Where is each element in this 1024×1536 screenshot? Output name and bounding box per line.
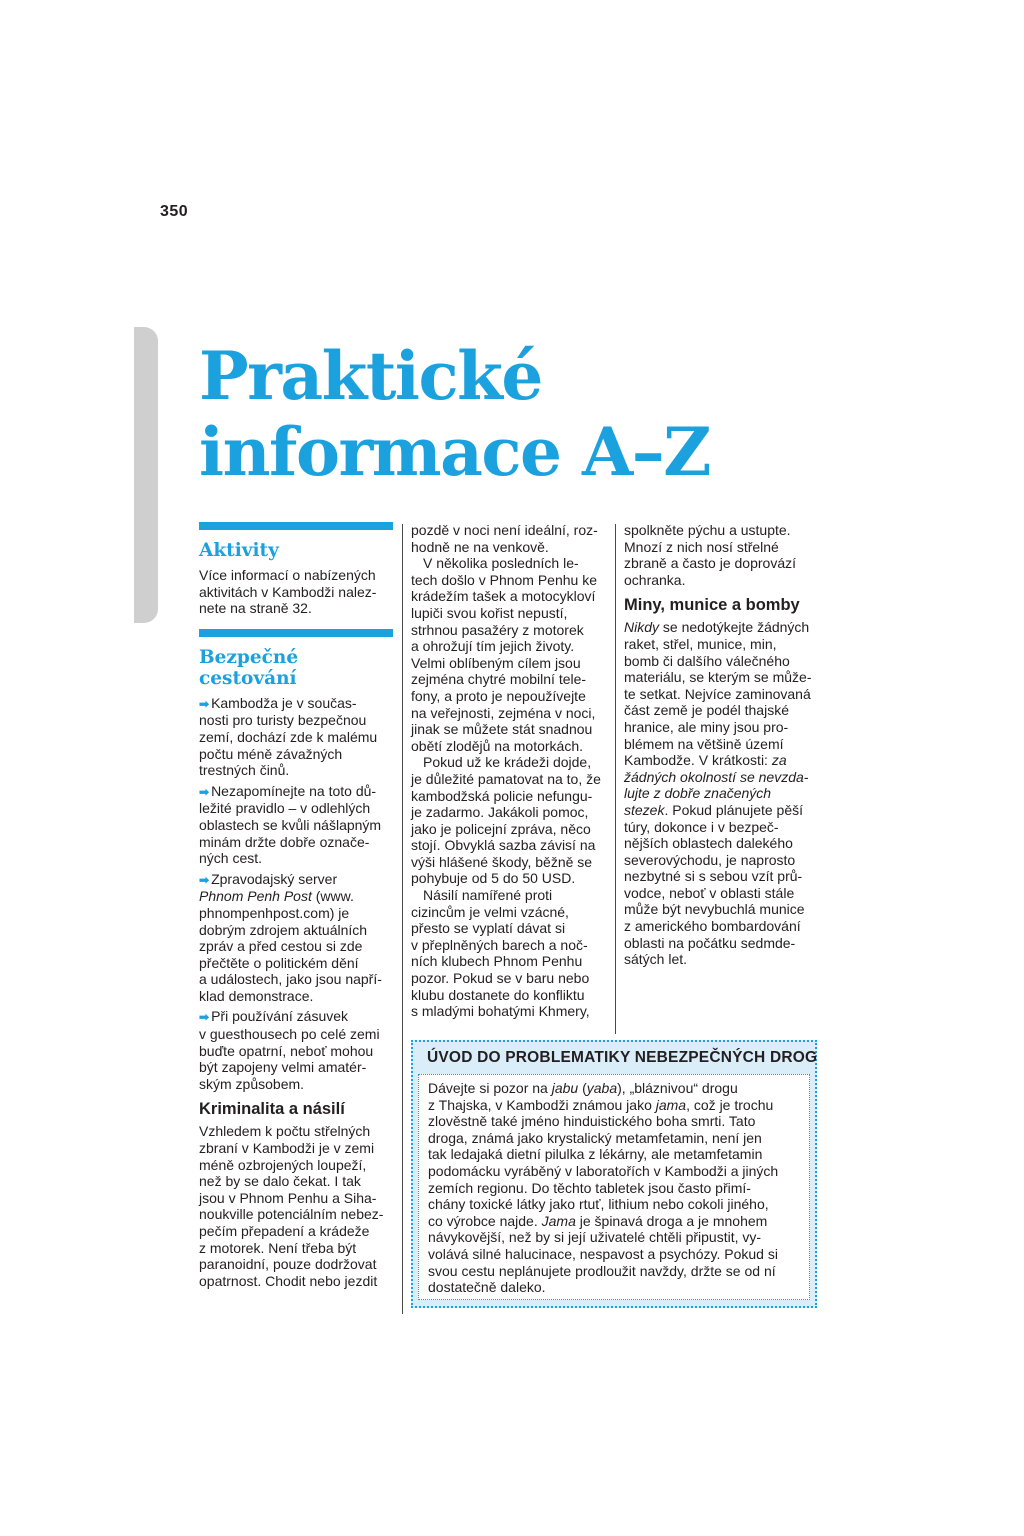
text-line: minám držte dobře označe- [199,833,370,850]
sidebar-box-title: ÚVOD DO PROBLEMATIKY NEBEZPEČNÝCH DROG [427,1049,818,1066]
text-line: aktivitách v Kambodži nalez- [199,583,377,600]
text-line: tak ledajaká dietní pilulka z lékárny, ale metamfetamin [428,1146,763,1163]
page-title-line: Praktické [199,337,542,415]
text-line: sátých let. [624,951,688,968]
text-line: klubu dostanete do konfliktu [411,986,585,1003]
text-line: Mnozí z nich nosí střelné [624,538,779,555]
text-line: Vzhledem k počtu střelných [199,1123,371,1140]
section-heading-bezpecne-cestovani [199,647,393,689]
italic-span: žádných okolností se nevzda- [624,768,809,785]
bullet-item [199,1008,393,1092]
text-span: z Thajska, v Kambodži známou jako [428,1096,656,1113]
text-span: se nedotýkejte žádných [659,619,810,636]
text-span: Nezapomínejte na toto dů- [211,782,377,799]
text-line: phnompenhpost.com) je [199,904,350,921]
text-line: stojí. Obvyklá sazba závisí na [411,837,596,854]
italic-span: Jama [541,1212,576,1229]
text-span: ), „bláznivou“ drogu [617,1080,738,1096]
text-line: nete na straně 32. [199,600,312,617]
text-line [199,871,393,889]
text-line: chány toxické látky jako rtuť, lithium nebo cokoli jiného, [428,1196,769,1213]
text-line: V několika posledních le- [423,555,579,572]
page-title [199,338,710,490]
text-line: noukville potenciálním nebez- [199,1206,384,1223]
text-line: z amerického bombardování [624,918,801,935]
text-line: být zapojeny velmi amatér- [199,1059,367,1076]
text-line: Pokud už ke krádeži dojde, [423,754,592,771]
text-line: spolkněte pýchu a ustupte. [624,522,791,538]
heading-line: Bezpečné [199,646,299,668]
text-span: , což je trochu [686,1096,774,1113]
text-line: trestných činů. [199,762,290,779]
text-span: Kambodža je v součas- [211,694,357,711]
text-line: ných cest. [199,850,263,867]
italic-span: Nikdy [624,619,660,636]
text-line: zpráv a před cestou si zde [199,938,363,955]
text-line: severovýchodu, je naprosto [624,851,796,868]
text-line: droga, známá jako krystalický metamfetamin, není jen [428,1129,762,1146]
column-divider [615,524,616,1034]
text-line: počtu méně závažných [199,745,343,762]
text-line: opatrnost. Chodit nebo jezdit [199,1272,378,1289]
text-line [199,783,393,801]
text-line: krádežím tašek a motocykloví [411,588,596,605]
text-line: fony, a proto je nepoužívejte [411,687,586,704]
italic-span: lujte z dobře značených [624,785,772,802]
text-line: hranice, ale miny jsou pro- [624,718,789,735]
text-line [624,785,820,802]
text-line: pozdě v noci není ideální, roz- [411,522,598,538]
text-line: nosti pro turisty bezpečnou [199,712,367,729]
text-line: může být nevybuchlá munice [624,901,805,918]
italic-span: yaba [586,1080,618,1096]
text-line: cizincům je velmi vzácné, [411,903,569,920]
text-line: méně ozbrojených loupeží, [199,1156,367,1173]
text-line: a ohrožují tím jejich životy. [411,638,575,655]
text-line: hodně ne na venkově. [411,538,549,555]
chapter-side-tab [134,327,158,623]
text-line: zemí, dochází zde k malému [199,728,378,745]
text-line: ochranka. [624,571,686,588]
text-line: Více informací o nabízených [199,567,376,583]
text-span: je špinavá droga a je mnohem [575,1212,768,1229]
text-line: nějších oblastech dalekého [624,835,793,852]
text-span: . Pokud plánujete pěší [664,801,804,818]
text-line: zbraní v Kambodži je v zemi [199,1140,375,1157]
text-span: co výrobce najde. [428,1212,542,1229]
italic-span: jabu [551,1080,579,1096]
text-line: přečtěte o politickém dění [199,954,359,971]
text-line: túry, dokonce i v bezpeč- [624,818,779,835]
subheading-kriminalita: Kriminalita a násilí [199,1100,345,1119]
page-number: 350 [160,203,189,220]
text-line: oblasti na počátku sedmde- [624,934,796,951]
text-line [624,769,820,786]
text-line: Velmi oblíbeným cílem jsou [411,654,581,671]
text-line: strhnou pasažéry z motorek [411,621,584,638]
text-line: podomácku vyráběný v laboratořích v Kambodži a jiných [428,1162,779,1179]
text-line: raket, střel, munice, min, [624,635,777,652]
bullet-item [199,695,393,779]
text-span: Zpravodajský server [211,870,338,887]
text-line [428,1080,801,1097]
text-span: ( [578,1080,587,1096]
text-line: část země je podél thajské [624,702,789,719]
text-line: je důležité pamatovat na to, že [411,770,601,787]
text-line [199,695,393,713]
column-divider [402,524,403,1314]
text-line: Násilí namířené proti [423,887,553,904]
text-line: v přeplněných barech a noč- [411,936,588,953]
text-line: dobrým zdrojem aktuálních [199,921,368,938]
text-line: volává silné halucinace, nespavost a psychózy. Pokud si [428,1245,778,1262]
section-heading-aktivity: Aktivity [199,540,279,561]
column-2 [411,522,607,1020]
text-line: pozor. Pokud se v baru nebo [411,970,590,987]
text-line: bomb či dalšího válečného [624,652,790,669]
text-line: než by se dalo čekat. I tak [199,1173,361,1190]
text-line [624,752,820,769]
arrow-right-icon: ➡ [199,1010,210,1025]
text-line: jinak se můžete stát snadnou [411,721,593,738]
text-line: návykovější, než by si její uživatelé chtěli připustit, vy- [428,1229,762,1246]
text-line: v guesthousech po celé zemi [199,1026,380,1043]
text-line: ležité pravidlo – v odlehlých [199,800,371,817]
sidebar-box-body [418,1074,810,1300]
text-span: Při používání zásuvek [211,1008,349,1025]
text-line [624,802,820,819]
page-title-line: informace A–Z [199,413,710,491]
text-line: dostatečně daleko. [428,1279,546,1296]
spacer [199,617,393,629]
text-line: nezbytné si s sebou vzít prů- [624,868,803,885]
text-line: tech došlo v Phnom Penhu ke [411,571,598,588]
italic-span: stezek [624,801,665,818]
text-line: ským způsobem. [199,1075,305,1092]
section-bar [199,522,393,530]
text-line: oblastech se kvůli nášlapným [199,816,382,833]
text-line: ních klubech Phnom Penhu [411,953,583,970]
bullet-item [199,783,393,867]
text-line: lupiči svou kořist nepustí, [411,604,568,621]
text-line [199,888,393,905]
text-line: paranoidní, pouze dodržovat [199,1256,377,1273]
text-line: kambodžská policie nefungu- [411,787,593,804]
text-line: je zadarmo. Jakákoli pomoc, [411,804,589,821]
text-span: Dávejte si pozor na [428,1080,552,1096]
text-line: obětí zlodějů na motorkách. [411,737,583,754]
text-line: zejména chytré mobilní tele- [411,671,587,688]
text-line: a událostech, jako jsou napří- [199,971,382,988]
text-line: blémem na většině území [624,735,784,752]
text-line: buďte opatrní, neboť mohou [199,1042,374,1059]
text-line: klad demonstrace. [199,987,314,1004]
text-span: (www. [311,888,354,905]
text-line: z motorek. Není třeba být [199,1239,357,1256]
text-line: výši hlášené škody, běžně se [411,853,593,870]
arrow-right-icon: ➡ [199,784,210,799]
text-line: zlověstně také jméno hinduistického boha smrti. Tato [428,1113,756,1130]
italic-span: za [771,752,787,769]
text-line: přesto se vyplatí dávat si [411,920,566,937]
section-bar [199,629,393,637]
text-line: pečím přepadení a krádeže [199,1223,370,1239]
text-line [199,1008,393,1026]
text-line: jsou v Phnom Penhu a Siha- [199,1189,377,1206]
text-line: te setkat. Nejvíce zaminovaná [624,685,811,702]
subheading-miny: Miny, munice a bomby [624,596,800,615]
text-line: zbraně a často je doprovází [624,555,796,572]
text-line: jako je policejní zpráva, něco [411,820,591,837]
column-1 [199,522,393,1289]
bullet-item [199,871,393,1005]
text-line: svou cestu neplánujete prodloužit navždy, držte se od ní [428,1262,776,1279]
text-span: Kambodže. V krátkosti: [624,752,772,769]
text-line: na veřejnosti, zejména v noci, [411,704,596,721]
text-line: materiálu, se kterým se může- [624,669,812,686]
arrow-right-icon: ➡ [199,696,210,711]
text-line: pohybuje od 5 do 50 USD. [411,870,576,887]
heading-line: cestování [199,667,297,689]
text-line: vodce, neboť v oblasti stále [624,884,795,901]
text-line: zemích regionu. Do těchto tabletek jsou často přimí- [428,1179,751,1196]
text-line [624,619,820,636]
text-line [428,1097,801,1114]
arrow-right-icon: ➡ [199,872,210,887]
column-3 [624,522,820,968]
italic-span: Phnom Penh Post [199,888,312,905]
text-line: s mladými bohatými Khmery, [411,1003,590,1020]
italic-span: jama [655,1096,687,1113]
text-line [428,1213,801,1230]
